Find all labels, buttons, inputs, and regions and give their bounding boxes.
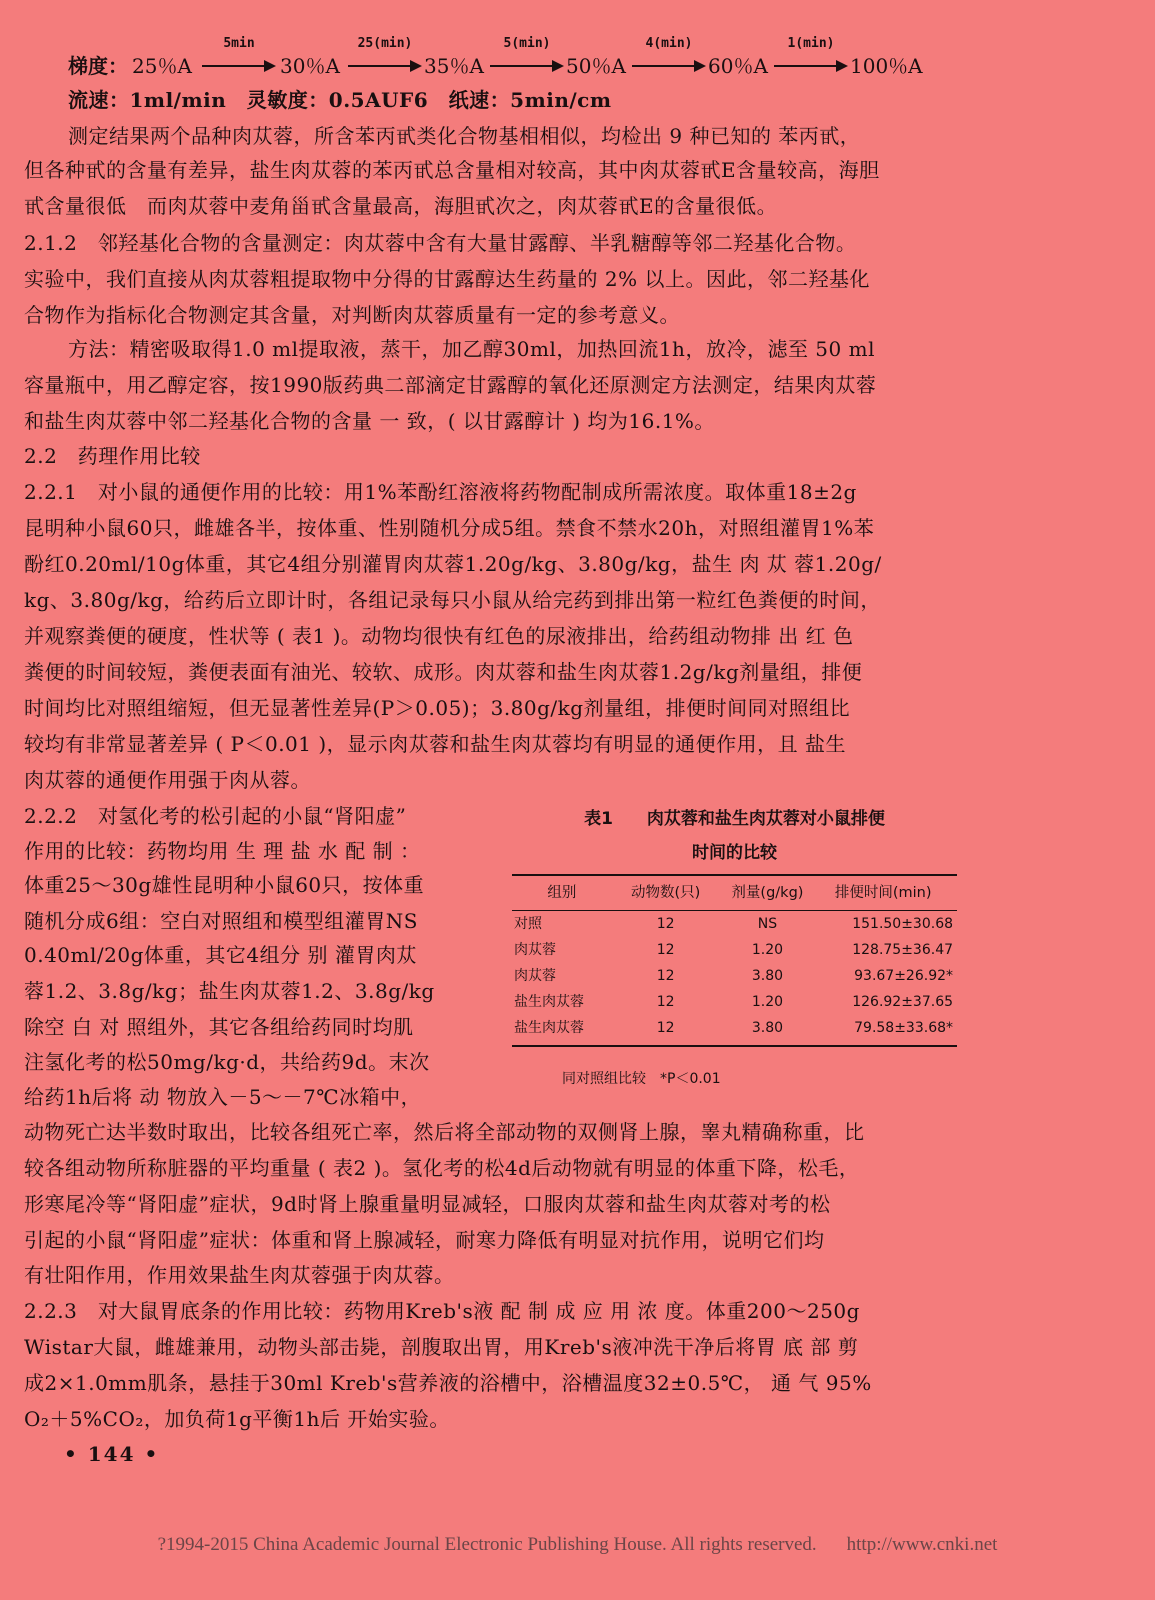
gradient-time: 5(min) — [503, 36, 551, 51]
paragraph-line: 作用的比较：药物均用 生 理 盐 水 配 制 ： — [24, 839, 421, 863]
gradient-step: 50％A — [566, 54, 626, 78]
table-cell: 肉苁蓉 — [514, 942, 556, 958]
table-cell: 对照 — [514, 916, 542, 932]
paragraph-line: 2.2.2 对氢化考的松引起的小鼠“肾阳虚” — [24, 804, 407, 828]
paragraph-line: 2.2.3 对大鼠胃底条的作用比较：药物用Kreb's液 配 制 成 应 用 浓 度。体重200～250g — [24, 1299, 860, 1323]
paragraph-line: 方法：精密吸取得1.0 ml提取液，蒸干，加乙醇30ml，加热回流1h，放冷，滤至 50 ml — [68, 337, 875, 361]
paragraph-line: 昆明种小鼠60只，雌雄各半，按体重、性别随机分成5组。禁食不禁水20h，对照组灌胃1%苯 — [24, 516, 875, 540]
paragraph-line: 体重25～30g雄性昆明种小鼠60只，按体重 — [24, 873, 425, 897]
gradient-step: 25％A — [132, 54, 192, 78]
paragraph-line: 给药1h后将 动 物放入－5～－7℃冰箱中， — [24, 1085, 422, 1109]
paragraph-line: 蓉1.2、3.8g/kg；盐生肉苁蓉1.2、3.8g/kg — [24, 979, 435, 1003]
table-cell: 12 — [656, 942, 675, 958]
paragraph-line: 酚红0.20ml/10g体重，其它4组分别灌胃肉苁蓉1.20g/kg、3.80g/kg，盐生 肉 苁 蓉1.20g/ — [24, 552, 882, 576]
table-cell: 12 — [656, 1020, 675, 1036]
table-header-row — [512, 876, 957, 910]
paragraph-line: 2.2.1 对小鼠的通便作用的比较：用1%苯酚红溶液将药物配制成所需浓度。取体重18±2g — [24, 480, 857, 504]
table-cell: NS — [757, 916, 778, 932]
table-cell: 肉苁蓉 — [514, 968, 556, 984]
table-cell: 1.20 — [751, 942, 784, 958]
table-cell: 1.20 — [751, 994, 784, 1010]
paragraph-line: 注氢化考的松50mg/kg·d，共给药9d。末次 — [24, 1050, 430, 1074]
table-row — [512, 911, 957, 937]
paragraph-line: 形寒尾冷等“肾阳虚”症状，9d时肾上腺重量明显减轻，口服肉苁蓉和盐生肉苁蓉对考的松 — [24, 1192, 831, 1216]
paragraph-line: 较均有非常显著差异 ( P＜0.01 )，显示肉苁蓉和盐生肉苁蓉均有明显的通便作用，且 盐生 — [24, 732, 847, 756]
gradient-step: 30％A — [280, 54, 340, 78]
gradient-label: 梯度： — [68, 54, 128, 78]
table-1 — [512, 802, 957, 1087]
gradient-step: 60％A — [708, 54, 768, 78]
paragraph-line: 除空 白 对 照组外，其它各组给药同时均肌 — [24, 1015, 414, 1039]
column-header: 剂量(g/kg) — [731, 885, 804, 901]
paragraph-line: 引起的小鼠“肾阳虚”症状：体重和肾上腺减轻，耐寒力降低有明显对抗作用，说明它们均 — [24, 1228, 825, 1252]
gradient-step: 35％A — [424, 54, 484, 78]
paragraph-line: 但各种甙的含量有差异，盐生肉苁蓉的苯丙甙总含量相对较高，其中肉苁蓉甙E含量较高，海胆 — [24, 158, 880, 182]
paragraph-line: 甙含量很低 而肉苁蓉中麦角甾甙含量最高，海胆甙次之，肉苁蓉甙E的含量很低。 — [24, 194, 778, 218]
column-header: 排便时间(min) — [834, 885, 932, 901]
column-header: 组别 — [547, 885, 577, 901]
gradient-arrow — [630, 36, 708, 84]
table-cell: 12 — [656, 994, 675, 1010]
paragraph-line: 并观察粪便的硬度，性状等 ( 表1 )。动物均很快有红色的尿液排出，给药组动物排 出 红 色 — [24, 624, 854, 648]
table-row — [512, 989, 957, 1015]
table-cell: 盐生肉苁蓉 — [514, 1020, 584, 1036]
paragraph-line: 成2×1.0mm肌条，悬挂于30ml Kreb's营养液的浴槽中，浴槽温度32±0.5℃， 通 气 95% — [24, 1371, 872, 1395]
paragraph-line: 容量瓶中，用乙醇定容，按1990版药典二部滴定甘露醇的氧化还原测定方法测定，结果肉苁蓉 — [24, 373, 877, 397]
table-cell: 12 — [656, 968, 675, 984]
table-bottom-rule — [512, 1045, 957, 1047]
gradient-arrow — [200, 36, 278, 84]
flow-rate-line: 流速：1ml/min 灵敏度：0.5AUF6 纸速：5min/cm — [68, 88, 612, 112]
paragraph-line: 有壮阳作用，作用效果盐生肉苁蓉强于肉苁蓉。 — [24, 1263, 455, 1287]
table-title: 时间的比较 — [692, 843, 777, 863]
paragraph-line: 测定结果两个品种肉苁蓉，所含苯丙甙类化合物基相相似，均检出 9 种已知的 苯丙甙， — [68, 124, 861, 148]
table-footnote: 同对照组比较 *P＜0.01 — [562, 1071, 721, 1087]
table-cell: 3.80 — [751, 968, 784, 984]
table-row — [512, 937, 957, 963]
gradient-arrow — [488, 36, 566, 84]
paragraph-line: 合物作为指标化合物测定其含量，对判断肉苁蓉质量有一定的参考意义。 — [24, 303, 680, 327]
paragraph-line: 动物死亡达半数时取出，比较各组死亡率，然后将全部动物的双侧肾上腺，睾丸精确称重，比 — [24, 1120, 865, 1144]
paragraph-line: 0.40ml/20g体重，其它4组分 别 灌胃肉苁 — [24, 943, 417, 967]
gradient-time: 1(min) — [787, 36, 835, 51]
paragraph-line: Wistar大鼠，雌雄兼用，动物头部击毙，剖腹取出胃，用Kreb's液冲洗干净后将胃 底 部 剪 — [24, 1335, 859, 1359]
paragraph-line: kg、3.80g/kg，给药后立即计时，各组记录每只小鼠从给完药到排出第一粒红色粪便的时间， — [24, 588, 881, 612]
section-heading: 2.2 药理作用比较 — [24, 444, 201, 468]
column-header: 动物数(只) — [630, 885, 701, 901]
gradient-arrow — [772, 36, 850, 84]
gradient-time: 5min — [223, 36, 255, 51]
footer-link[interactable]: http://www.cnki.net — [846, 1534, 998, 1555]
paragraph-line: 粪便的时间较短，粪便表面有油光、较软、成形。肉苁蓉和盐生肉苁蓉1.2g/kg剂量组，排便 — [24, 660, 863, 684]
paragraph-line: 时间均比对照组缩短，但无显著性差异(P＞0.05)；3.80g/kg剂量组，排便时间同对照组比 — [24, 696, 851, 720]
table-row — [512, 963, 957, 989]
table-cell: 盐生肉苁蓉 — [514, 994, 584, 1010]
gradient-time: 25(min) — [357, 36, 413, 51]
gradient-arrow — [346, 36, 424, 84]
table-cell: 128.75±36.47 — [852, 942, 954, 958]
gradient-program — [68, 36, 968, 84]
table-cell: 93.67±26.92* — [854, 968, 954, 984]
table-cell: 12 — [656, 916, 675, 932]
page-number: • 144 • — [64, 1442, 160, 1466]
paragraph-line: 随机分成6组：空白对照组和模型组灌胃NS — [24, 909, 418, 933]
paragraph-line: 肉苁蓉的通便作用强于肉从蓉。 — [24, 768, 311, 792]
paragraph-line: 实验中，我们直接从肉苁蓉粗提取物中分得的甘露醇达生药量的 2% 以上。因此，邻二羟基化 — [24, 267, 870, 291]
paragraph-line: 较各组动物所称脏器的平均重量 ( 表2 )。氢化考的松4d后动物就有明显的体重下降，松毛， — [24, 1156, 860, 1180]
table-cell: 151.50±30.68 — [852, 916, 954, 932]
table-title: 表1 肉苁蓉和盐生肉苁蓉对小鼠排便 — [584, 809, 885, 829]
table-cell: 126.92±37.65 — [852, 994, 954, 1010]
paragraph-line: O₂＋5%CO₂，加负荷1g平衡1h后 开始实验。 — [24, 1407, 450, 1431]
paragraph-line: 2.1.2 邻羟基化合物的含量测定：肉苁蓉中含有大量甘露醇、半乳糖醇等邻二羟基化合物。 — [24, 231, 857, 255]
copyright-text: ?1994-2015 China Academic Journal Electronic Publishing House. All rights reserved. — [157, 1534, 817, 1555]
table-cell: 3.80 — [751, 1020, 784, 1036]
gradient-step: 100％A — [850, 54, 923, 78]
paragraph-line: 和盐生肉苁蓉中邻二羟基化合物的含量 一 致，( 以甘露醇计 ) 均为16.1%。 — [24, 409, 715, 433]
table-row — [512, 1015, 957, 1041]
table-cell: 79.58±33.68* — [854, 1020, 954, 1036]
footer — [0, 1534, 1155, 1556]
gradient-time: 4(min) — [645, 36, 693, 51]
